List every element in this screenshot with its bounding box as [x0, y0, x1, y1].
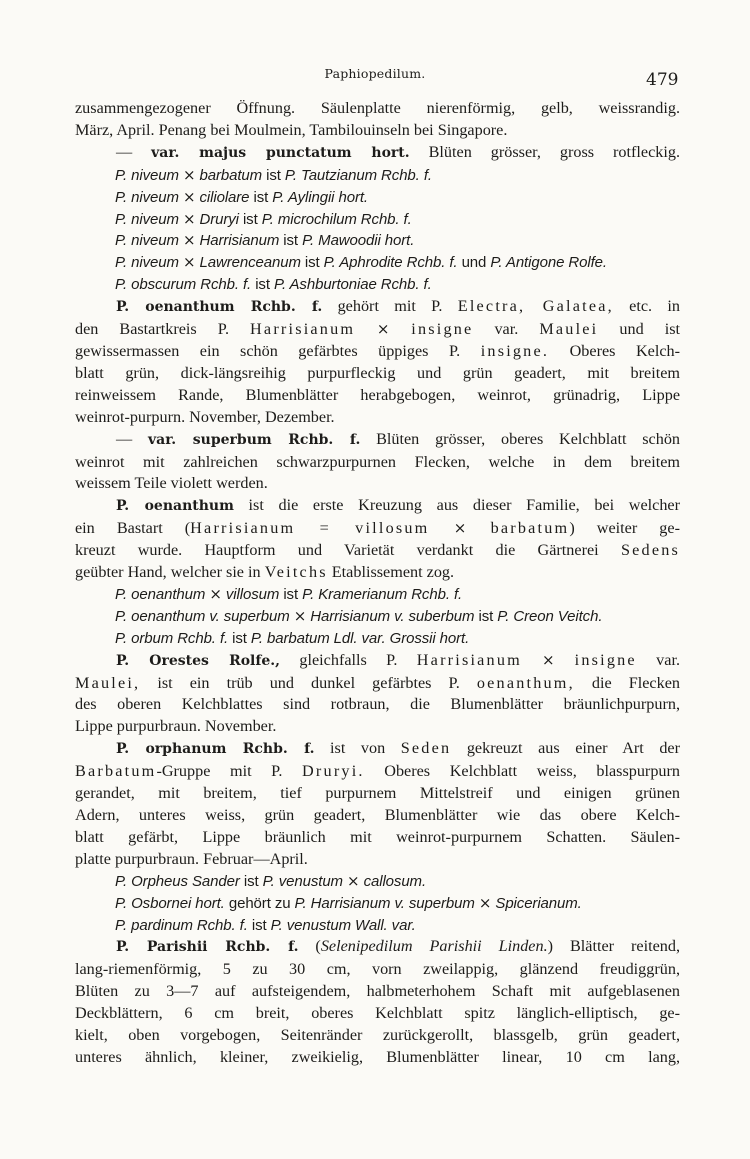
text-run: ist	[478, 607, 494, 625]
text-line	[75, 429, 680, 452]
text-line	[75, 495, 680, 518]
text-run: ist	[283, 232, 298, 250]
text-run: weissem Teile violett werden.	[75, 474, 268, 493]
text-line	[75, 296, 680, 319]
text-run: gleichfalls P.	[280, 650, 417, 669]
text-run: geübter Hand, welcher sie in	[75, 563, 265, 582]
text-run: den Bastartkreis P.	[75, 320, 251, 339]
hybrid-reference-line	[75, 274, 680, 296]
text-run: ist	[242, 210, 258, 228]
text-run: gerandet, mit breitem, tief purpurnem Mittelstreif und einigen grünen	[75, 784, 680, 803]
text-run: P. niveum	[115, 210, 183, 228]
text-run: Blüten zu 3—7 auf aufsteigendem, halbmeterhohem Schaft mit aufgeblasenen	[75, 982, 680, 1001]
entry-name: P. orphanum Rchb. f.	[116, 741, 315, 758]
text-run: Seden	[400, 739, 452, 758]
text-run: Oberes Kelch-	[549, 341, 680, 360]
text-run: März, April. Penang bei Moulmein, Tambilouinseln bei Singapore.	[75, 120, 508, 139]
text-run: P. Creon Veitch.	[493, 607, 603, 625]
text-run: callosum.	[359, 872, 427, 890]
text-run: blatt gefärbt, Lippe bräunlich mit weinrot-purpurnem Schatten. Säulen-	[75, 827, 680, 846]
text-run: P. barbatum Ldl. var. Grossii hort.	[246, 629, 470, 647]
text-run: —	[116, 429, 148, 448]
text-run: platte purpurbraun. Februar—April.	[75, 849, 308, 868]
text-run: insigne.	[480, 341, 550, 360]
text-run: und ist	[598, 320, 681, 339]
text-run: ist	[283, 585, 299, 603]
text-run: P. Osbornei hort.	[115, 894, 229, 912]
text-run: P. Kramerianum Rchb. f.	[298, 585, 463, 603]
text-run: P. Orpheus Sander	[115, 872, 244, 890]
text-run: ist	[266, 166, 281, 184]
text-run: P. Antigone Rolfe.	[486, 254, 607, 272]
hybrid-reference-line	[75, 915, 680, 937]
entry-name: var. majus punctatum hort.	[151, 144, 410, 161]
text-line	[75, 540, 680, 562]
text-run: Harrisianum	[250, 320, 356, 339]
text-run: (	[298, 937, 321, 956]
text-run: Selenipedilum Parishii Linden.	[320, 937, 548, 956]
text-run: ist	[304, 254, 320, 272]
text-run: Blüten grösser, oberes Kelchblatt schön	[360, 429, 681, 448]
text-line	[75, 827, 680, 849]
text-line	[75, 849, 680, 871]
text-run: P. obscurum Rchb. f.	[115, 276, 256, 294]
text-run: kreuzt wurde. Hauptform und Varietät verdankt die Gärtnerei	[75, 541, 621, 560]
text-run: Adern, unteres weiss, grün geadert, Blumenblätter wie das obere Kelch-	[75, 806, 680, 824]
text-run: P. niveum	[115, 166, 183, 184]
entry-name: P. oenanthum	[116, 498, 234, 515]
text-line	[75, 981, 680, 1003]
text-run: ist die erste Kreuzung aus dieser Familie, bei welcher	[233, 496, 680, 515]
text-line	[75, 694, 680, 716]
text-run: unteres ähnlich, kleiner, zweikielig, Blumenblätter linear, 10 cm lang,	[75, 1047, 680, 1066]
page-number: 479	[646, 70, 679, 90]
text-run: weinrot mit zahlreichen schwarzpurpurnen Flecken, welche in dem breitem	[75, 452, 680, 471]
hybrid-reference-line	[75, 893, 680, 915]
text-line	[75, 473, 680, 495]
text-run: Blüten grösser, gross rotfleckig.	[409, 142, 681, 161]
text-run: kielt, oben vorgebogen, Seitenränder zurückgerollt, blassgelb, grün geadert,	[75, 1026, 680, 1045]
text-line	[75, 341, 680, 363]
text-line	[75, 959, 680, 981]
text-run: lang-riemenförmig, 5 zu 30 cm, vorn zweilappig, glänzend freudiggrün,	[75, 960, 680, 979]
text-run: ist	[255, 276, 270, 294]
text-line	[75, 1003, 680, 1025]
text-run: Etablissement zog.	[327, 563, 455, 582]
text-run: ist	[243, 872, 259, 890]
text-run: Lawrenceanum	[195, 254, 305, 272]
hybrid-cross-symbol: ×	[209, 584, 222, 603]
hybrid-cross-symbol: ×	[182, 231, 196, 250]
hybrid-reference-line	[75, 165, 680, 187]
text-run: Lippe purpurbraun. November.	[75, 717, 277, 736]
text-run: Deckblättern, 6 cm breit, oberes Kelchblatt spitz länglich-elliptisch, ge-	[75, 1004, 680, 1023]
hybrid-cross-symbol: ×	[182, 209, 196, 228]
text-run: reinweissem Rande, Blumenblätter herabgebogen, weinrot, grünadrig, Lippe	[75, 385, 680, 404]
hybrid-cross-symbol: ×	[182, 165, 196, 184]
text-run: Druryi.	[302, 762, 365, 781]
text-line	[75, 761, 680, 783]
text-run: die Flecken	[574, 673, 680, 692]
text-line	[75, 805, 680, 827]
text-run: blatt grün, dick-längsreihig purpurfleckig und grün geadert, mit breitem	[75, 363, 680, 382]
text-run: P. niveum	[115, 232, 183, 250]
text-run: P. microchilum Rchb. f.	[257, 210, 412, 228]
text-run: Harrisianum	[195, 232, 284, 250]
text-run: und	[461, 254, 487, 272]
text-run: etc. in	[613, 297, 680, 316]
text-run: ist von	[314, 739, 401, 758]
text-run: P. Harrisianum v. superbum	[290, 894, 479, 912]
text-run: P. niveum	[115, 254, 183, 272]
text-line	[75, 673, 680, 695]
hybrid-reference-line	[75, 628, 680, 650]
text-run: var.	[473, 320, 540, 339]
text-run: Sedens	[620, 541, 680, 560]
text-run: = villosum	[295, 519, 454, 538]
text-run: oenanthum,	[476, 673, 575, 692]
text-run: barbatum	[195, 166, 267, 184]
entry-name: P. oenanthum Rchb. f.	[116, 299, 323, 316]
hybrid-reference-line	[75, 606, 680, 628]
text-run: barbatum	[466, 519, 570, 538]
text-line	[75, 1047, 680, 1069]
text-run: insigne	[574, 650, 637, 669]
text-line	[75, 385, 680, 407]
text-run: Spicerianum.	[491, 894, 582, 912]
text-run: ist ein trüb und dunkel gefärbtes P.	[140, 673, 477, 692]
text-line	[75, 518, 680, 540]
hybrid-cross-symbol: ×	[478, 893, 492, 912]
hybrid-reference-line	[75, 871, 680, 893]
text-run: ist	[251, 916, 267, 934]
text-run: ) weiter ge-	[569, 519, 680, 538]
text-run: P. Mawoodii hort.	[298, 232, 415, 250]
text-line	[75, 120, 680, 142]
text-run: zusammengezogener Öffnung. Säulenplatte nierenförmig, gelb, weissrandig.	[75, 99, 680, 117]
hybrid-reference-line	[75, 209, 680, 231]
text-run: weinrot-purpurn. November, Dezember.	[75, 407, 335, 426]
text-run: Harrisianum	[416, 650, 522, 669]
hybrid-cross-symbol: ×	[182, 253, 196, 272]
text-line	[75, 562, 680, 584]
text-run: P. pardinum Rchb. f.	[115, 916, 252, 934]
hybrid-cross-symbol: ×	[355, 320, 412, 339]
text-line	[75, 783, 680, 805]
text-run: Electra, Galatea,	[457, 297, 614, 316]
body-text	[75, 98, 680, 1069]
text-run: des oberen Kelchblattes sind rotbraun, die Blumenblätter bräunlichpurpurn,	[75, 695, 680, 714]
hybrid-cross-symbol: ×	[453, 519, 467, 538]
text-run: -Gruppe mit P.	[156, 762, 303, 781]
text-run: gewissermassen ein schön gefärbtes üppiges P.	[75, 341, 481, 360]
text-line	[75, 98, 680, 120]
hybrid-reference-line	[75, 230, 680, 252]
text-run: P. Ashburtoniae Rchb. f.	[269, 276, 432, 294]
text-run: Veitchs	[264, 563, 328, 582]
text-line	[75, 319, 680, 341]
text-run: P. Aylingii hort.	[268, 188, 368, 206]
entry-name: var. superbum Rchb. f.	[147, 431, 361, 448]
text-line	[75, 452, 680, 474]
text-line	[75, 936, 680, 959]
text-line	[75, 716, 680, 738]
text-line	[75, 1025, 680, 1047]
text-run: —	[116, 142, 152, 161]
entry-name: P. Orestes Rolfe.,	[116, 652, 281, 669]
text-run: Harrisianum v. suberbum	[306, 607, 479, 625]
text-run: ) Blätter reitend,	[547, 937, 680, 956]
text-run: Barbatum	[75, 762, 157, 781]
text-line	[75, 650, 680, 673]
running-title: Paphiopedilum.	[324, 66, 426, 81]
text-run: Maulei	[539, 320, 599, 339]
text-run: ist	[232, 629, 247, 647]
hybrid-cross-symbol: ×	[347, 871, 360, 890]
text-line	[75, 407, 680, 429]
text-run: P. venustum Wall. var.	[266, 916, 416, 934]
text-run: var.	[636, 650, 681, 669]
text-run: gehört zu	[228, 894, 291, 912]
hybrid-reference-line	[75, 584, 680, 606]
text-run: ist	[253, 188, 269, 206]
hybrid-reference-line	[75, 252, 680, 274]
text-run: P. orbum Rchb. f.	[115, 629, 233, 647]
text-run: Oberes Kelchblatt weiss, blasspurpurn	[364, 762, 680, 781]
text-run: gekreuzt aus einer Art der	[451, 739, 680, 758]
text-run: ein Bastart (	[75, 519, 191, 538]
hybrid-cross-symbol: ×	[521, 650, 575, 669]
text-run: ciliolare	[195, 188, 254, 206]
text-run: Druryi	[195, 210, 243, 228]
text-run: insigne	[411, 320, 474, 339]
text-line	[75, 363, 680, 385]
text-run: villosum	[221, 585, 284, 603]
text-run: P. Aphrodite Rchb. f.	[319, 254, 462, 272]
text-run: Harrisianum	[190, 519, 296, 538]
hybrid-cross-symbol: ×	[182, 187, 196, 206]
text-run: P. venustum	[258, 872, 348, 890]
text-run: Maulei,	[75, 673, 141, 692]
text-run: P. niveum	[115, 188, 183, 206]
hybrid-reference-line	[75, 187, 680, 209]
text-run: P. oenanthum v. superbum	[115, 607, 294, 625]
text-run: P. oenanthum	[115, 585, 210, 603]
hybrid-cross-symbol: ×	[293, 606, 307, 625]
entry-name: P. Parishii Rchb. f.	[116, 939, 299, 956]
text-line	[75, 738, 680, 761]
text-run: gehört mit P.	[322, 297, 458, 316]
text-line	[75, 142, 680, 165]
text-run: P. Tautzianum Rchb. f.	[280, 166, 432, 184]
